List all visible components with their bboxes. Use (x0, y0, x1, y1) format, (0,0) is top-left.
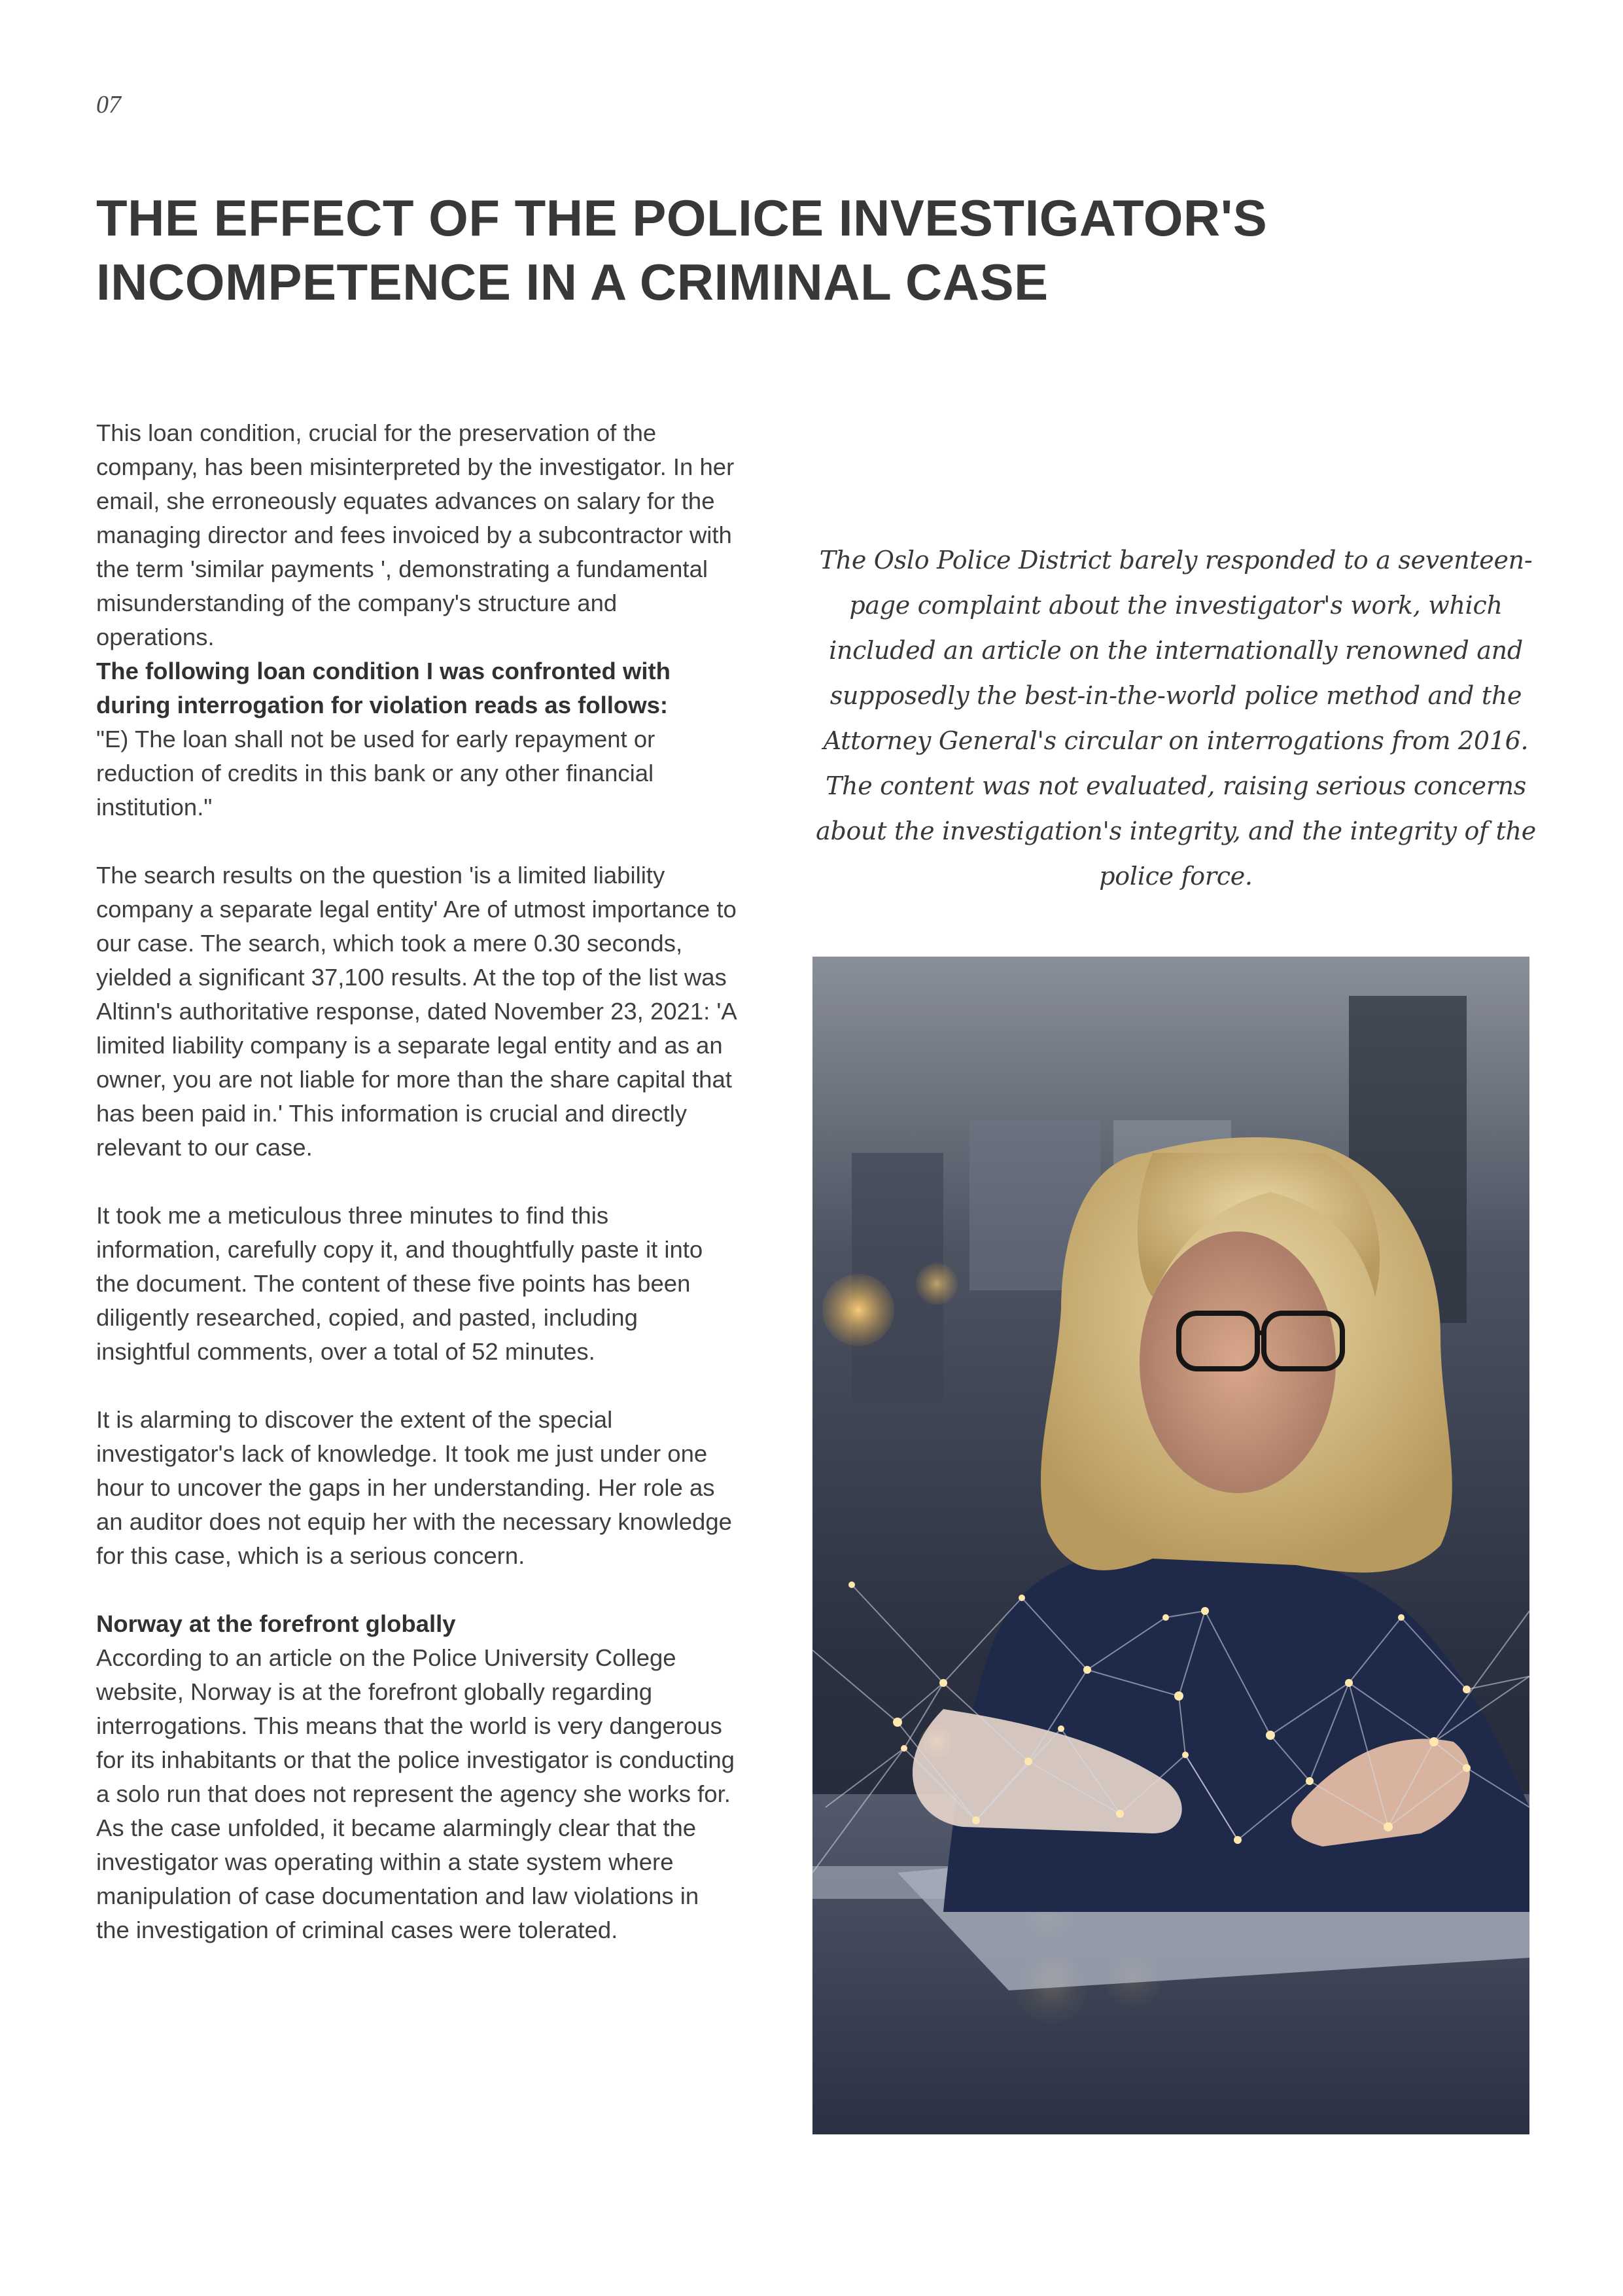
paragraph-police-university: According to an article on the Police University College website, Norway is at the forefront globally regarding interrogations. This means that the world is very dangerous for its inhabitants or that the police investigator is conducting a solo run that does not represent the agency she works for. (96, 1644, 735, 1807)
investigator-photo-illustration (812, 957, 1529, 2134)
page-title-line-2: INCOMPETENCE IN A CRIMINAL CASE (96, 253, 1049, 311)
page-title (96, 186, 1503, 314)
loan-condition-intro: The following loan condition I was confronted with during interrogation for violation reads as follows: (96, 658, 671, 718)
paragraph-spacer (96, 1165, 737, 1199)
body-column (96, 416, 737, 1947)
investigator-photo (812, 957, 1529, 2134)
paragraph-spacer (96, 1369, 737, 1403)
page-title-line-1: THE EFFECT OF THE POLICE INVESTIGATOR'S (96, 189, 1268, 247)
paragraph-spacer (96, 1573, 737, 1607)
paragraph-loan-condition: This loan condition, crucial for the preservation of the company, has been misinterpreted by the investigator. In her email, she erroneously equates advances on salary for the managing director and fees invoiced by a subcontractor with the term 'similar payments ', demonstrating a fundamental misunderstanding of the company's structure and operations. (96, 419, 735, 650)
paragraph-research-time: It took me a meticulous three minutes to find this information, carefully copy it, and thoughtfully paste it into the document. The content of these five points has been diligently researched, copied, and pasted, including insightful comments, over a total of 52 minutes. (96, 1202, 703, 1365)
paragraph-search-results: The search results on the question 'is a limited liability company a separate legal entity' Are of utmost importance to our case. The search, which took a mere 0.30 seconds, yielded a significant 37,100 results. At the top of the list was Altinn's authoritative response, dated November 23, 2021: 'A limited liability company is a separate legal entity and as an owner, you are not liable for more than the share capital that has been paid in.' This information is crucial and directly relevant to our case. (96, 862, 737, 1161)
section-heading (96, 1607, 737, 1641)
paragraph-lack-of-knowledge: It is alarming to discover the extent of the special investigator's lack of knowledge. It took me just under one hour to uncover the gaps in her understanding. Her role as an auditor does not equip her with the necessary knowledge for this case, which is a serious concern. (96, 1406, 732, 1569)
loan-condition-quote: "E) The loan shall not be used for early repayment or reduction of credits in this bank or any other financial institution." (96, 726, 655, 821)
page-number: 07 (96, 91, 121, 118)
pull-quote: The Oslo Police District barely responded to a seventeen-page complaint about the investigator's work, which included an article on the internationally renowned and supposedly the best-in-the-world police method and the Attorney General's circular on interrogations from 2016. The content was not evaluated, raising serious concerns about the investigation's integrity, and the integrity of the police force. (816, 546, 1536, 891)
section-heading-text: Norway at the forefront globally (96, 1610, 456, 1637)
paragraph-spacer (96, 824, 737, 858)
paragraph-case-unfolded: As the case unfolded, it became alarmingly clear that the investigator was operating within a state system where manipulation of case documentation and law violations in the investigation of criminal cases were tolerated. (96, 1814, 699, 1943)
paragraph-loan-intro (96, 654, 737, 722)
